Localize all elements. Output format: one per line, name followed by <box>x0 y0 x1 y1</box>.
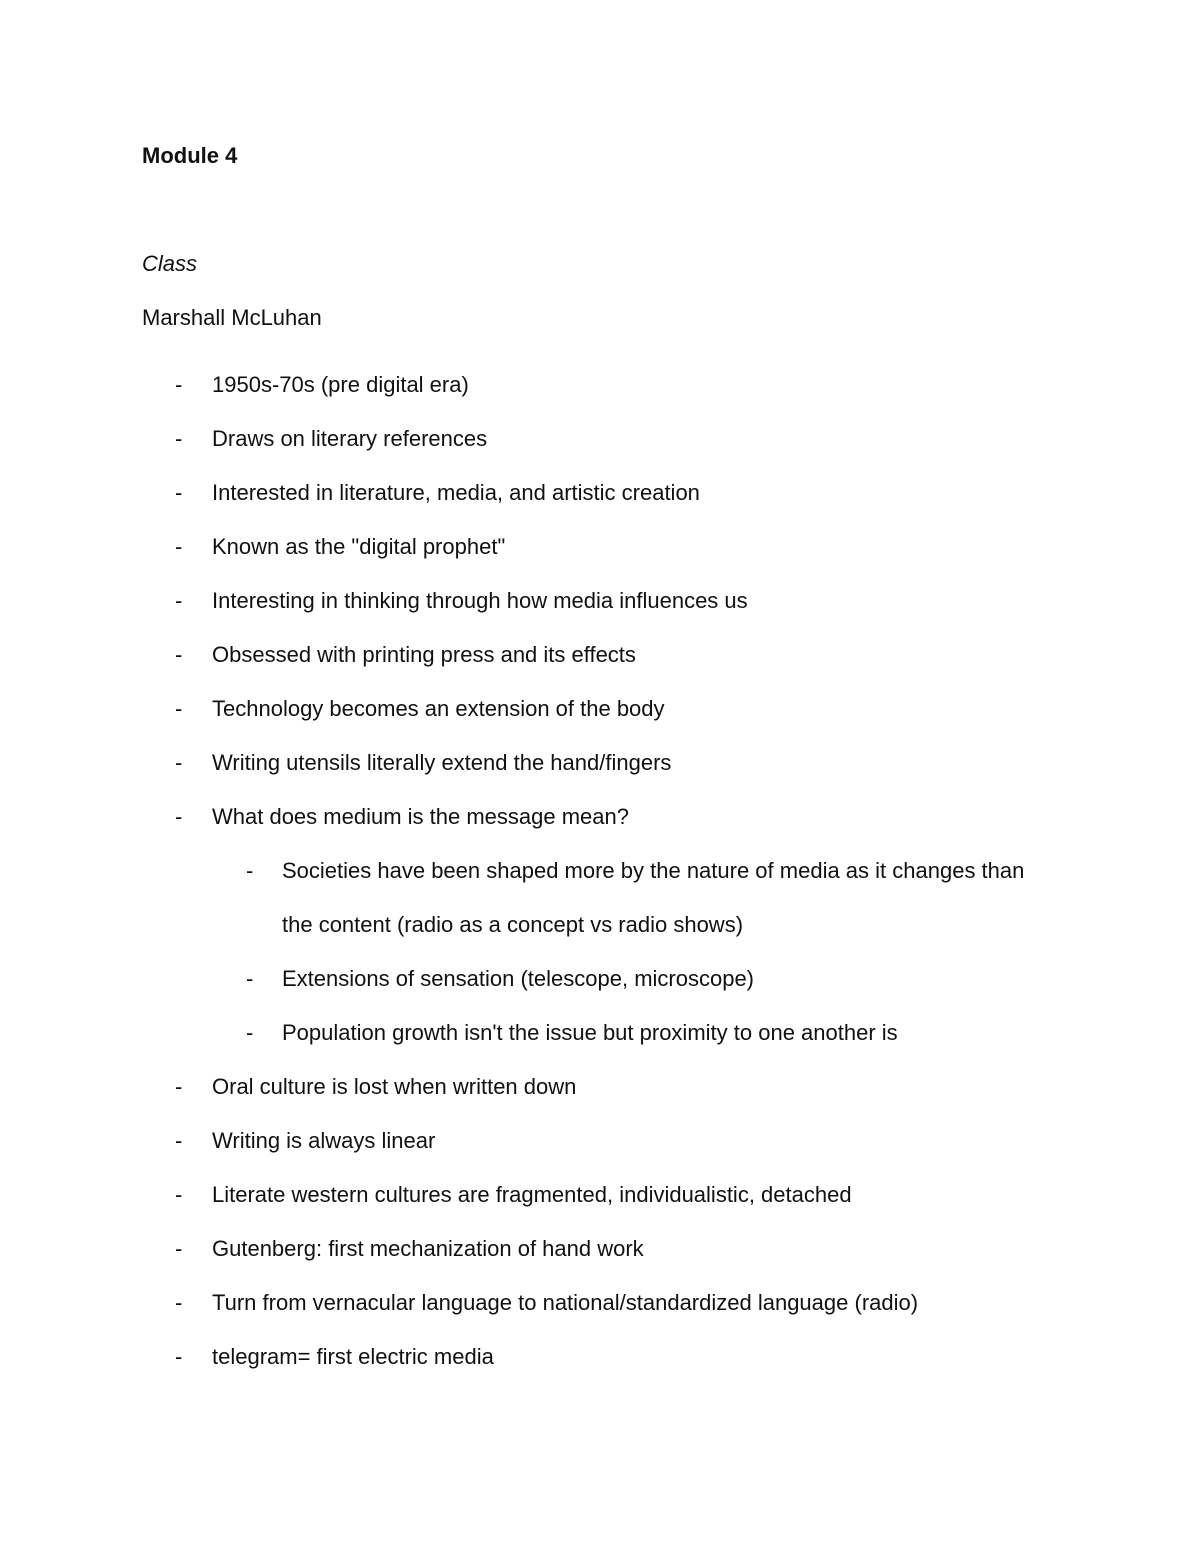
list-item-text: Societies have been shaped more by the nature of media as it changes than the content (radio as a concept vs radio shows) <box>282 858 1025 937</box>
list-item-text: Obsessed with printing press and its effects <box>212 642 636 667</box>
bullet-dash: - <box>175 696 183 721</box>
list-item-text: 1950s-70s (pre digital era) <box>212 372 469 397</box>
list-item-text: Turn from vernacular language to national/standardized language (radio) <box>212 1290 919 1315</box>
list-item-text: telegram= first electric media <box>212 1344 494 1369</box>
list-item-text: Literate western cultures are fragmented, individualistic, detached <box>212 1182 852 1207</box>
bullet-dash: - <box>175 1128 183 1153</box>
bullet-dash: - <box>246 1020 254 1045</box>
bullet-dash: - <box>246 858 254 883</box>
subject-heading: Marshall McLuhan <box>142 305 322 330</box>
list-item-text: Technology becomes an extension of the body <box>212 696 665 721</box>
bullet-dash: - <box>175 426 183 451</box>
list-item-text: Population growth isn't the issue but proximity to one another is <box>282 1020 898 1045</box>
list-item-text: Gutenberg: first mechanization of hand work <box>212 1236 644 1261</box>
bullet-dash: - <box>175 642 183 667</box>
bullet-dash: - <box>175 1182 183 1207</box>
bullet-dash: - <box>175 1236 183 1261</box>
list-item-text: What does medium is the message mean? <box>212 804 629 829</box>
list-item-text: Extensions of sensation (telescope, microscope) <box>282 966 755 991</box>
bullet-dash: - <box>175 534 183 559</box>
list-item-text: Draws on literary references <box>212 426 488 451</box>
list-item-text: Writing utensils literally extend the hand/fingers <box>212 750 672 775</box>
bullet-dash: - <box>175 1344 183 1369</box>
page-title: Module 4 <box>142 143 238 168</box>
bullet-dash: - <box>175 1074 183 1099</box>
list-item-text: Oral culture is lost when written down <box>212 1074 577 1099</box>
bullet-dash: - <box>175 480 183 505</box>
section-heading: Class <box>142 251 198 276</box>
bullet-dash: - <box>175 372 183 397</box>
bullet-dash: - <box>175 588 183 613</box>
list-item-text: Interesting in thinking through how media influences us <box>212 588 748 613</box>
bullet-dash: - <box>246 966 254 991</box>
list-item-text: Known as the "digital prophet" <box>212 534 506 559</box>
bullet-dash: - <box>175 1290 183 1315</box>
list-item-text: Writing is always linear <box>212 1128 436 1153</box>
list-item-text: Interested in literature, media, and artistic creation <box>212 480 700 505</box>
bullet-dash: - <box>175 804 183 829</box>
bullet-dash: - <box>175 750 183 775</box>
